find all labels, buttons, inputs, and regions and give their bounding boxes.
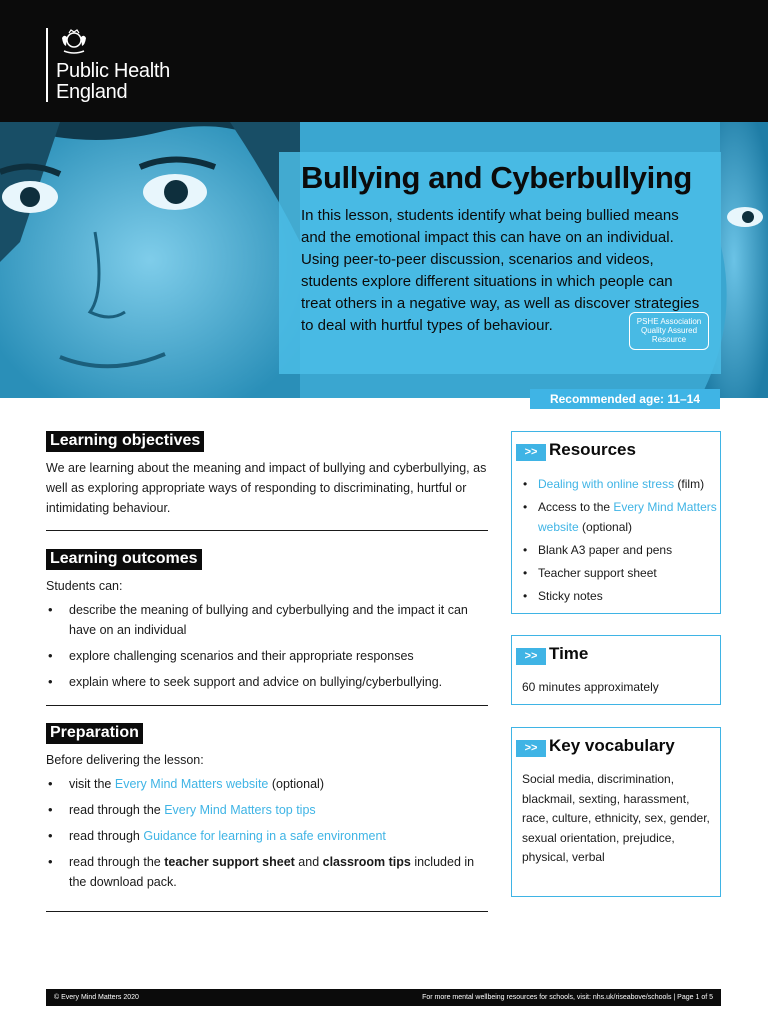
list-item [46, 774, 488, 794]
footer-resources-text: For more mental wellbeing resources for schools, visit: nhs.uk/riseabove/schools | Page 1 of 5 [422, 994, 713, 1001]
hero-text-panel [279, 152, 721, 374]
list-item: • explain where to seek support and advice on bullying/cyberbullying. [46, 672, 488, 692]
resources-heading: Resources [549, 440, 636, 459]
key-vocabulary-box [511, 727, 721, 897]
preparation-intro: Before delivering the lesson: [46, 753, 204, 767]
list-item [46, 800, 488, 820]
item-text: read through [69, 829, 144, 843]
learning-objectives-section [46, 431, 488, 518]
list-item [522, 497, 718, 537]
badge-line1: PSHE Association [636, 317, 702, 326]
list-item: • explore challenging scenarios and their appropriate responses [46, 646, 488, 666]
item-text: Access to the [538, 500, 614, 514]
lesson-intro: In this lesson, students identify what being bullied means and the emotional impact this can have on an individual. Using peer-to-peer discussion, scenarios and videos, students explore different situations in which people can treat others in a negative way, as well as discover strategies to deal with hurtful types of behaviour. [301, 207, 700, 334]
time-text: 60 minutes approximately [522, 680, 659, 694]
item-text: read through the [69, 803, 165, 817]
resources-list [522, 474, 718, 609]
vocabulary-heading: Key vocabulary [549, 736, 675, 755]
badge-line3: Resource [651, 335, 687, 344]
list-item: • Blank A3 paper and pens [522, 540, 718, 560]
preparation-list [46, 774, 488, 892]
learning-outcomes-list [46, 600, 488, 692]
badge-line2: Quality Assured [640, 326, 698, 335]
copyright-text: © Every Mind Matters 2020 [54, 994, 139, 1001]
page-title: Bullying and Cyberbullying [301, 160, 692, 195]
every-mind-matters-link[interactable]: Every Mind Matters website [538, 500, 717, 534]
org-name [56, 61, 170, 103]
list-item [46, 852, 488, 892]
resources-box [511, 431, 721, 614]
learning-outcomes-heading: Learning outcomes [46, 549, 202, 570]
time-box [511, 635, 721, 705]
item-text: (film) [674, 477, 705, 491]
hero-banner [0, 122, 768, 398]
item-bold: classroom tips [322, 855, 411, 869]
pshe-quality-badge [629, 312, 709, 350]
every-mind-matters-link[interactable]: Every Mind Matters website [114, 777, 269, 791]
safe-environment-guidance-link[interactable]: Guidance for learning in a safe environment [143, 829, 386, 843]
list-item: • describe the meaning of bullying and cyberbullying and the impact it can have on an individual [46, 600, 488, 640]
list-item: • Sticky notes [522, 586, 718, 606]
vocabulary-text: Social media, discrimination, blackmail, sexting, harassment, race, culture, ethnicity, sex, gender, sexual orientation, prejudice, physical, verbal [522, 772, 710, 864]
item-text: (optional) [578, 520, 633, 534]
chevron-right-icon: >> [516, 740, 546, 757]
list-item [522, 474, 718, 494]
royal-crest-icon [58, 28, 90, 56]
org-name-line1: Public Health [56, 60, 170, 82]
learning-objectives-heading: Learning objectives [46, 431, 204, 452]
preparation-heading: Preparation [46, 723, 143, 744]
item-bold: teacher support sheet [164, 855, 295, 869]
top-tips-link[interactable]: Every Mind Matters top tips [164, 803, 316, 817]
org-name-line2: England [56, 81, 128, 103]
online-stress-film-link[interactable]: Dealing with online stress [538, 477, 675, 491]
header-bar [0, 0, 768, 122]
item-text: read through the [69, 855, 165, 869]
list-item: • Teacher support sheet [522, 563, 718, 583]
list-item [46, 826, 488, 846]
section-divider [46, 705, 488, 706]
section-divider [46, 911, 488, 912]
footer-bar [46, 989, 721, 1006]
phe-logo [46, 28, 170, 103]
item-text: included in the download pack. [69, 855, 475, 889]
item-text: visit the [69, 777, 115, 791]
learning-outcomes-section [46, 549, 488, 698]
learning-outcomes-intro: Students can: [46, 579, 123, 593]
time-heading: Time [549, 644, 589, 663]
chevron-right-icon: >> [516, 648, 546, 665]
section-divider [46, 530, 488, 531]
learning-objectives-text: We are learning about the meaning and impact of bullying and cyberbullying, as well as exploring appropriate ways of responding to discriminating, hurtful or intimidating behaviour. [46, 461, 487, 515]
chevron-right-icon: >> [516, 444, 546, 461]
item-text: and [294, 855, 323, 869]
recommended-age-badge: Recommended age: 11–14 [530, 389, 720, 409]
preparation-section [46, 723, 488, 898]
item-text: (optional) [268, 777, 324, 791]
